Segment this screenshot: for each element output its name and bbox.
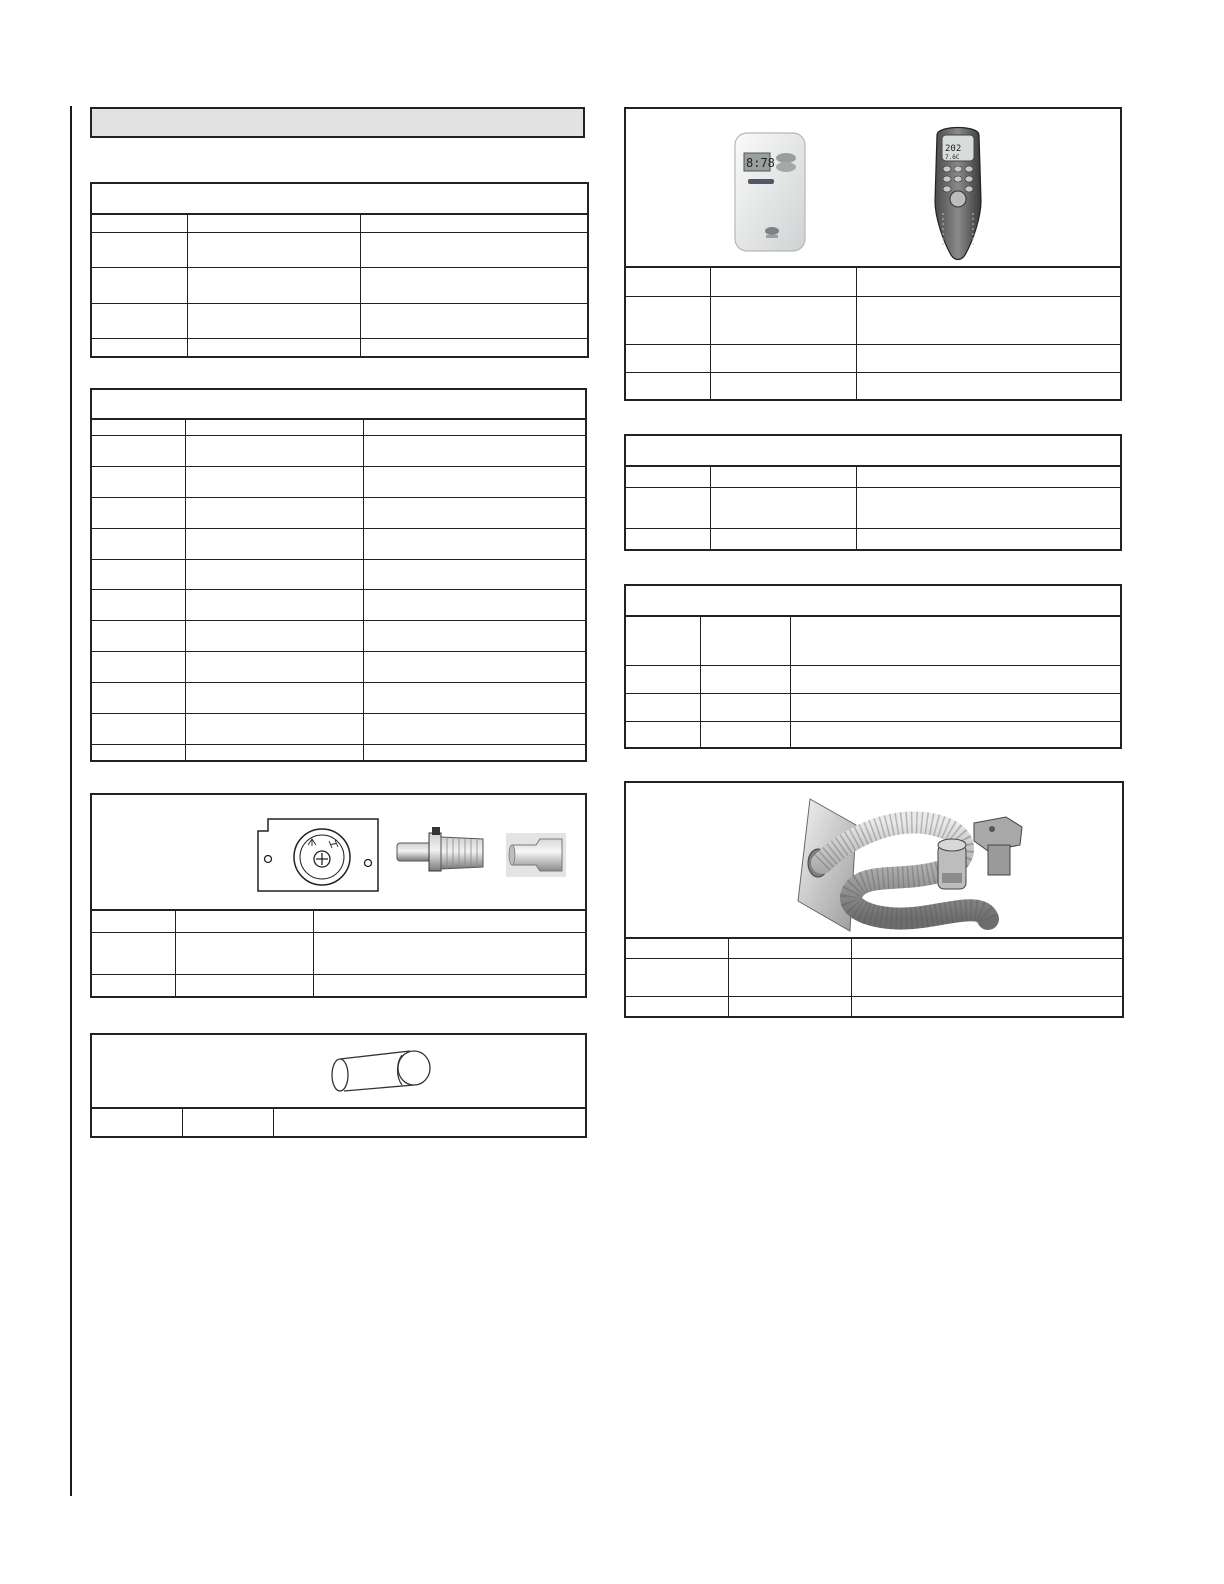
- valve-knob-plate-icon: [256, 817, 380, 893]
- remote-controls-grid: [626, 268, 1120, 399]
- table-row: [92, 466, 585, 497]
- svg-text:8:78: 8:78: [746, 156, 775, 170]
- table-row: [626, 488, 1120, 529]
- table-row: [92, 621, 585, 652]
- remote-controls-image-area: [626, 109, 1120, 268]
- table-row: [92, 932, 585, 975]
- table-row: [92, 268, 587, 303]
- liner-kit-image-area: [626, 783, 1122, 939]
- orifice-icon: [506, 833, 566, 877]
- section-header-bar: [90, 107, 585, 138]
- parts-table-2-title: [92, 390, 585, 420]
- sleeve-grid: [92, 1109, 585, 1138]
- table-row: [626, 372, 1120, 399]
- table-row: [92, 528, 585, 559]
- table-row: [626, 958, 1122, 997]
- table-row: [626, 939, 1122, 958]
- table-row: [92, 683, 585, 714]
- parts-table-6: [624, 584, 1122, 749]
- table-row: [92, 975, 585, 996]
- table-row: [92, 215, 587, 233]
- svg-text:7.6C: 7.6C: [945, 154, 960, 161]
- parts-table-2: [90, 388, 587, 762]
- table-row: [626, 467, 1120, 488]
- left-margin-rule: [70, 106, 72, 1496]
- pipe-fitting-icon: [395, 825, 487, 881]
- parts-table-2-grid: [92, 420, 585, 760]
- flexible-liner-kit-icon: [792, 793, 1028, 933]
- valve-kit-image-area: [92, 795, 585, 911]
- table-row: [92, 911, 585, 932]
- table-row: [626, 268, 1120, 296]
- table-row: [626, 296, 1120, 344]
- table-row: [626, 721, 1120, 747]
- cylinder-sleeve-icon: [328, 1047, 434, 1097]
- table-row: [626, 665, 1120, 693]
- valve-kit-panel: [90, 793, 587, 998]
- valve-kit-grid: [92, 911, 585, 996]
- parts-table-6-grid: [626, 617, 1120, 747]
- table-row: [626, 344, 1120, 372]
- parts-table-1: [90, 182, 589, 358]
- table-row: [92, 233, 587, 268]
- parts-table-5-grid: [626, 467, 1120, 549]
- table-row: [92, 652, 585, 683]
- table-row: [92, 435, 585, 466]
- liner-kit-grid: [626, 939, 1122, 1016]
- table-row: [92, 559, 585, 590]
- parts-table-1-title: [92, 184, 587, 215]
- parts-table-6-title: [626, 586, 1120, 617]
- table-row: [626, 529, 1120, 550]
- table-row: [92, 497, 585, 528]
- table-row: [92, 420, 585, 435]
- table-row: [626, 693, 1120, 721]
- table-row: [92, 714, 585, 745]
- wall-thermostat-icon: [732, 131, 808, 255]
- table-row: [626, 617, 1120, 665]
- table-row: [92, 590, 585, 621]
- handheld-remote-icon: [929, 121, 987, 263]
- parts-table-5-title: [626, 436, 1120, 467]
- remote-controls-panel: [624, 107, 1122, 401]
- table-row: [92, 1109, 585, 1138]
- parts-table-5: [624, 434, 1122, 551]
- parts-table-1-grid: [92, 215, 587, 356]
- liner-kit-panel: [624, 781, 1124, 1018]
- table-row: [626, 997, 1122, 1016]
- table-row: [92, 303, 587, 338]
- sleeve-image-area: [92, 1035, 585, 1109]
- svg-text:202: 202: [945, 144, 962, 154]
- sleeve-panel: [90, 1033, 587, 1138]
- table-row: [92, 338, 587, 356]
- table-row: [92, 745, 585, 760]
